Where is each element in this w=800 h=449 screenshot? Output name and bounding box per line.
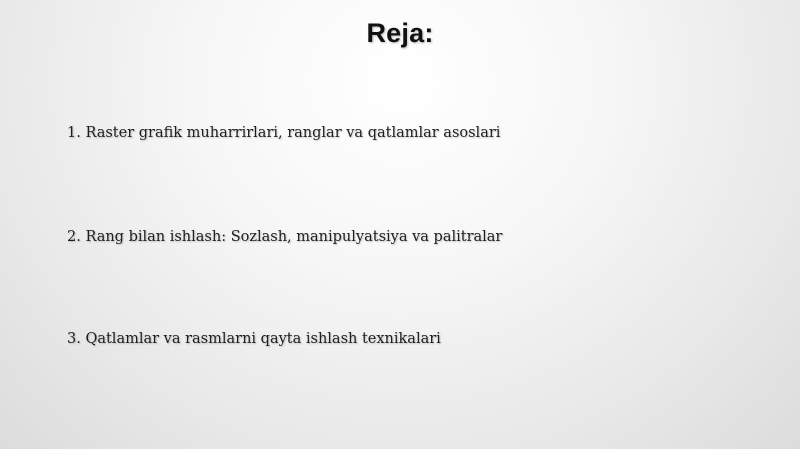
slide-title: Reja: xyxy=(366,18,434,48)
plan-item-2: 2. Rang bilan ishlash: Sozlash, manipulyatsiya va palitralar xyxy=(67,229,503,245)
plan-item-1: 1. Raster grafik muharrirlari, ranglar va qatlamlar asoslari xyxy=(67,125,501,141)
plan-item-3: 3. Qatlamlar va rasmlarni qayta ishlash texnikalari xyxy=(67,331,441,347)
